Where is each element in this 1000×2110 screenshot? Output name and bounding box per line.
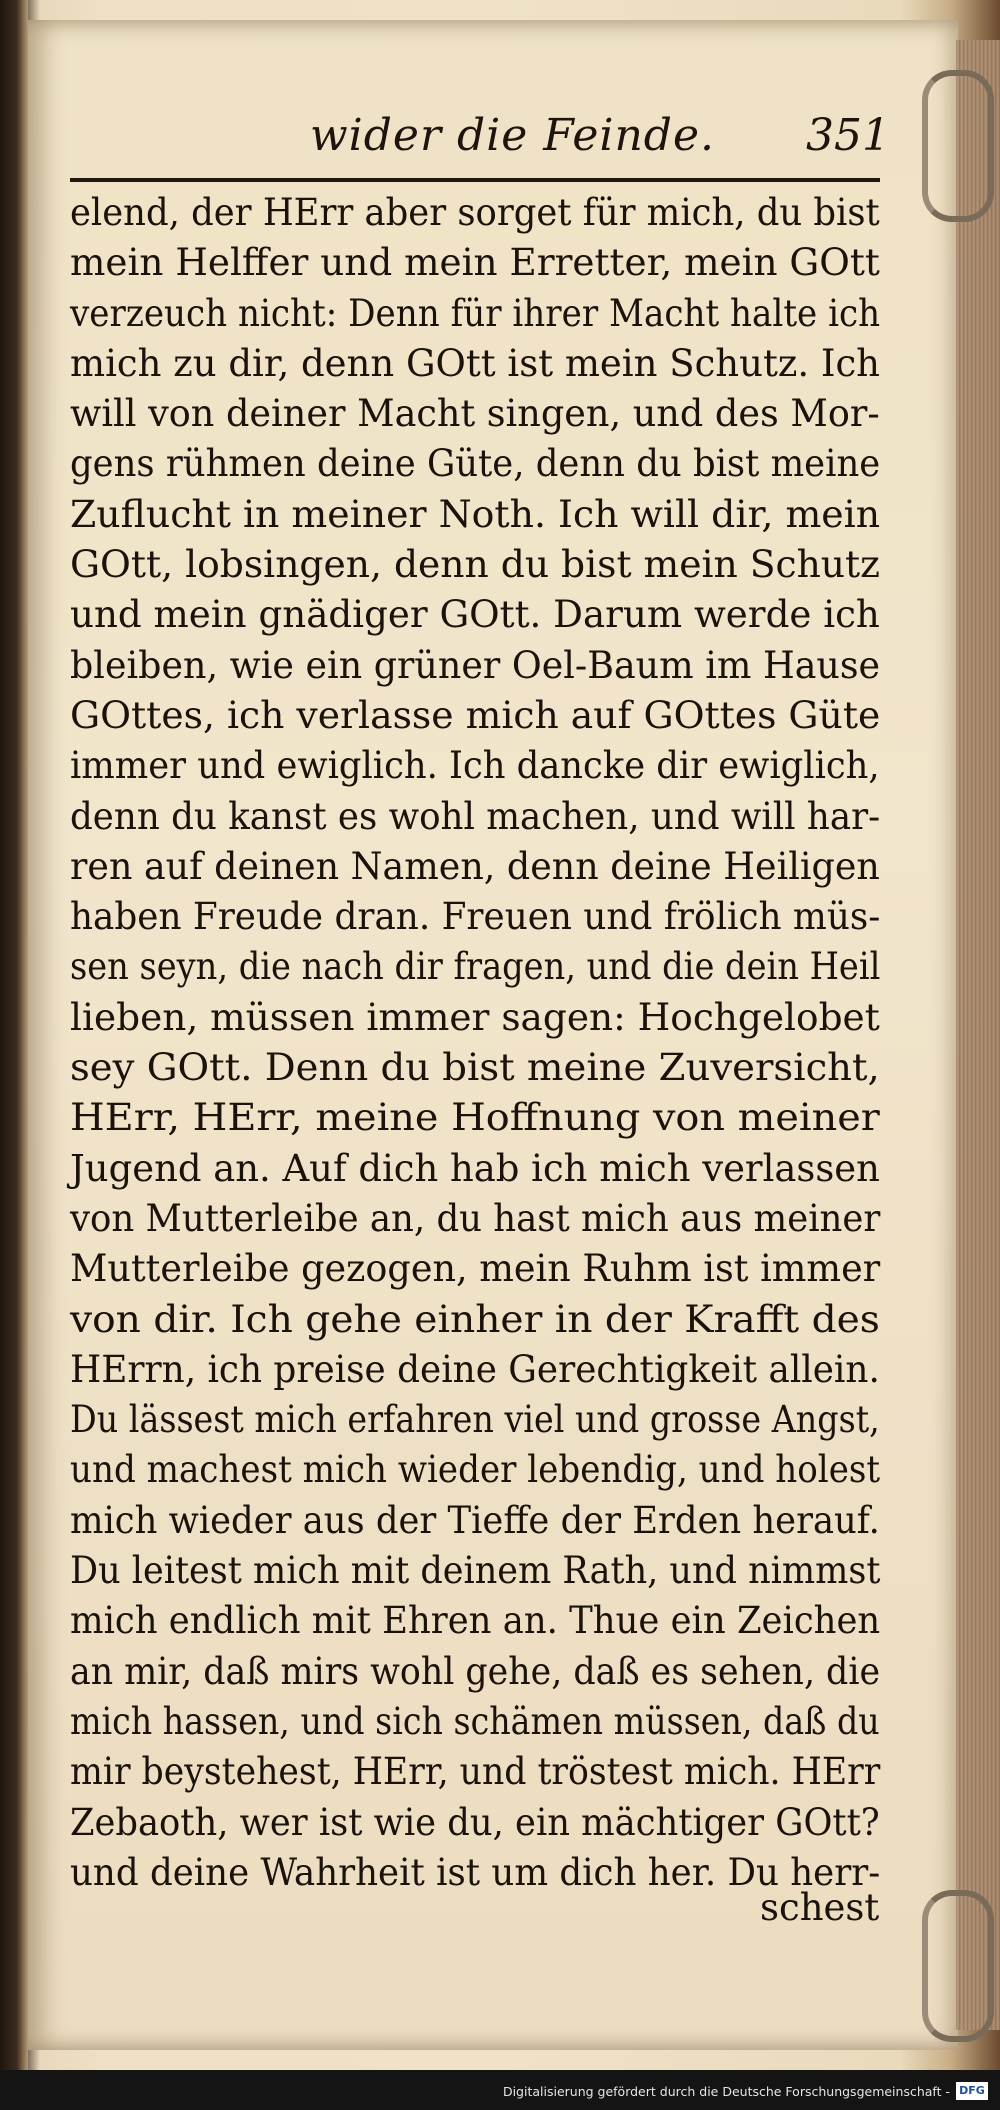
text-line: von dir. Ich gehe einher in der Krafft des (70, 1297, 880, 1341)
header-rule (70, 178, 880, 182)
text-line: HErrn, ich preise deine Gerechtigkeit allein. (70, 1347, 880, 1391)
clasp-top (922, 70, 994, 222)
text-line: sey GOtt. Denn du bist meine Zuversicht, (70, 1046, 880, 1090)
text-line: mein Helffer und mein Erretter, mein GOtt (70, 241, 880, 285)
text-line: mich hassen, und sich schämen müssen, daß du (70, 1699, 880, 1743)
text-line: elend, der HErr aber sorget für mich, du bist (70, 191, 880, 234)
running-title: wider die Feinde. (310, 110, 715, 161)
text-line: immer und ewiglich. Ich dancke dir ewiglich, (70, 744, 880, 788)
text-line: gens rühmen deine Güte, denn du bist meine (70, 442, 881, 486)
text-line: HErr, HErr, meine Hoffnung von meiner (70, 1096, 880, 1140)
text-line: Du leitest mich mit deinem Rath, und nimmst (70, 1549, 881, 1593)
text-line: Du lässest mich erfahren viel und grosse Angst, (70, 1398, 880, 1442)
text-line: und machest mich wieder lebendig, und holest (70, 1448, 881, 1492)
digitization-credit: Digitalisierung gefördert durch die Deutsche Forschungsgemeinschaft - (502, 2084, 950, 2099)
text-line: mich wieder aus der Tieffe der Erden herauf. (70, 1498, 880, 1542)
clasp-bottom (922, 1890, 994, 2042)
text-line: von Mutterleibe an, du hast mich aus meiner (70, 1196, 881, 1240)
text-line: verzeuch nicht: Denn für ihrer Macht halte ich (70, 291, 881, 335)
text-line: an mir, daß mirs wohl gehe, daß es sehen, die (70, 1649, 881, 1693)
text-line: Zuflucht in meiner Noth. Ich will dir, mein (70, 492, 881, 536)
dfg-logo-icon: DFG (956, 2082, 988, 2100)
text-line: Mutterleibe gezogen, mein Ruhm ist immer (70, 1247, 881, 1291)
text-line: Jugend an. Auf dich hab ich mich verlassen (70, 1146, 880, 1190)
text-line: sen seyn, die nach dir fragen, und die dein Heil (70, 945, 881, 989)
text-line: bleiben, wie ein grüner Oel-Baum im Hause (70, 643, 881, 687)
text-line: mich endlich mit Ehren an. Thue ein Zeichen (70, 1599, 881, 1643)
catchword: schest (760, 1886, 880, 1929)
text-line: Zebaoth, wer ist wie du, ein mächtiger GOtt? (70, 1800, 880, 1844)
text-line: und mein gnädiger GOtt. Darum werde ich (70, 593, 880, 637)
body-text (70, 188, 890, 1898)
book-gutter (0, 0, 28, 2070)
page-header (70, 110, 890, 170)
text-line: will von deiner Macht singen, und des Mor- (70, 392, 880, 436)
text-line: ren auf deinen Namen, denn deine Heiligen (70, 844, 880, 888)
text-line: haben Freude dran. Freuen und frölich müs- (70, 895, 881, 939)
text-line: GOtt, lobsingen, denn du bist mein Schutz (70, 543, 880, 587)
text-line: GOttes, ich verlasse mich auf GOttes Güte (70, 693, 881, 737)
page-fore-edge (956, 40, 1000, 2030)
text-line: lieben, müssen immer sagen: Hochgelobet (70, 995, 880, 1039)
text-line: mir beystehest, HErr, und tröstest mich. HErr (70, 1750, 881, 1794)
text-line: mich zu dir, denn GOtt ist mein Schutz. Ich (70, 341, 881, 385)
page-number: 351 (806, 110, 890, 161)
text-line: und deine Wahrheit ist um dich her. Du herr- (70, 1850, 881, 1894)
text-line: denn du kanst es wohl machen, und will har- (70, 794, 881, 838)
